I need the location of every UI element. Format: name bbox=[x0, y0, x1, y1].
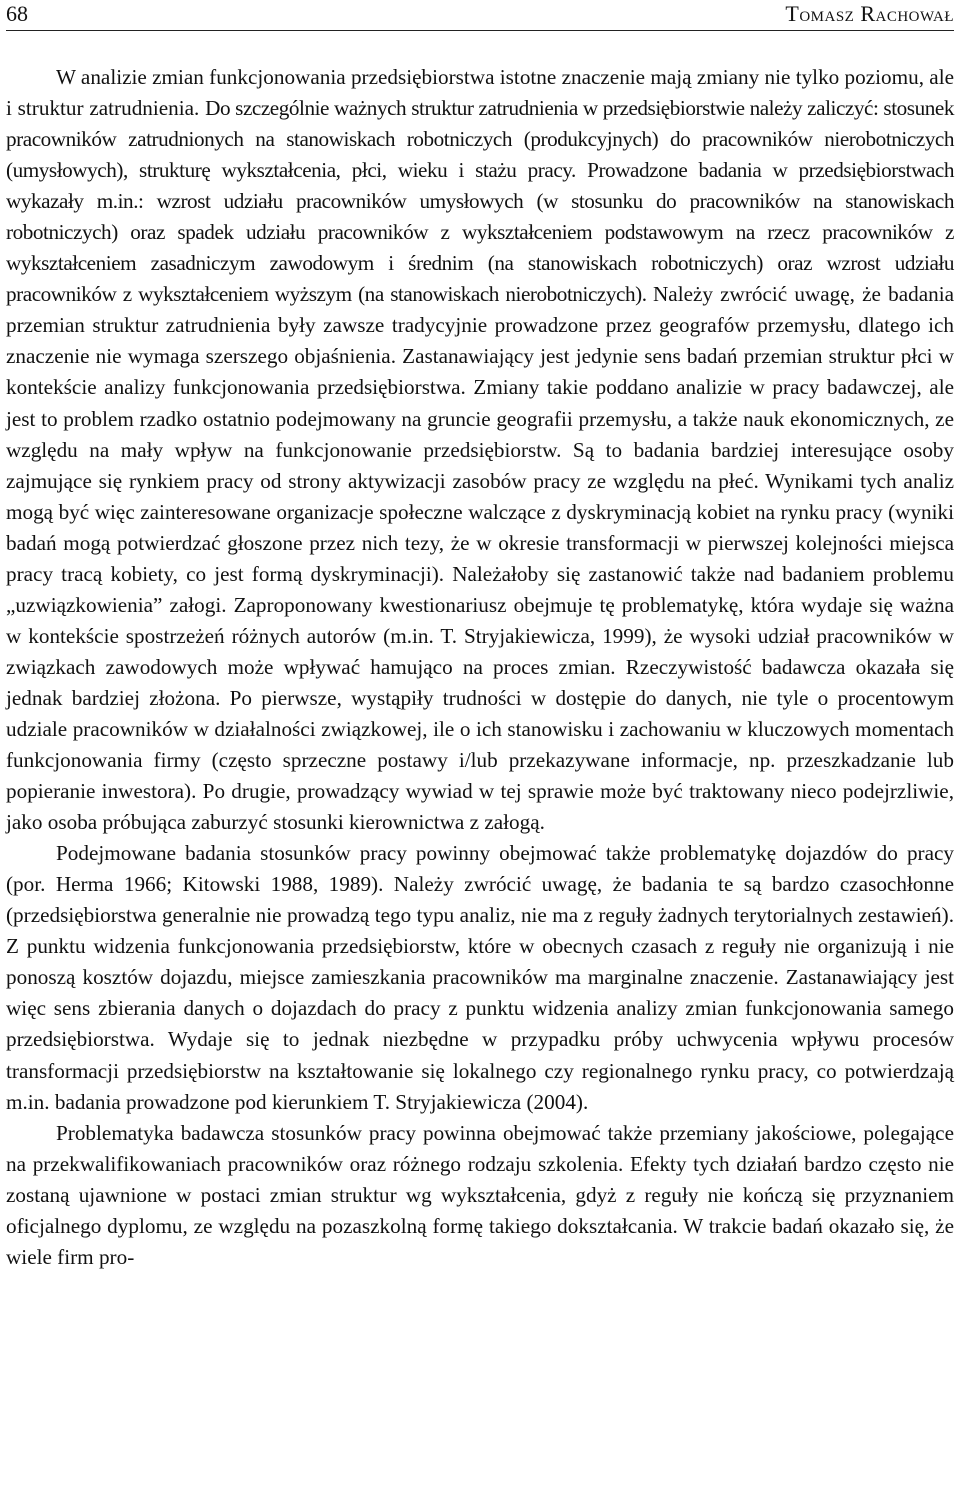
paragraph-1-lead: W analizie zmian funkcjonowania przedsiębiorstwa istotne znaczenie mają zmiany nie tylko poziomu, ale i struktur zatrudnienia. bbox=[6, 65, 954, 121]
paragraph-1-rest: Należy zwrócić uwagę, że badania przemian struktur zatrudnienia były zawsze tradycyjnie prowadzone przez geografów przemysłu, dlatego ich znaczenie nie wymaga szerszego objaśnienia. Zastanawiający jest jedynie sens badań przemian struktur płci w kontekście analizy funkcjonowania przedsiębiorstwa. Zmiany takie poddano analizie w pracy badawczej, ale jest to problem rzadko ostatnio podejmowany na gruncie geografii przemysłu, a także nauk ekonomicznych, ze względu na mały wpływ na funkcjonowanie przedsiębiorstw. Są to badania bardziej interesujące osoby zajmujące się rynkiem pracy od strony aktywizacji zasobów pracy ze względu na płeć. Wynikami tych analiz mogą być więc zainteresowane organizacje społeczne walczące z dyskryminacją kobiet na rynku pracy (wyniki badań mogą potwierdzać głoszone przez nich tezy, że w okresie transformacji w pierwszej kolejności miejsca pracy tracą kobiety, co jest formą dyskryminacji). Należałoby się zastanowić także nad badaniem problemu „uzwiązkowienia” załogi. Zaproponowany kwestionariusz obejmuje tę problematykę, która wydaje się ważna w kontekście spostrzeżeń różnych autorów (m.in. T. Stryjakiewicza, 1999), że wysoki udział pracowników w związkach zawodowych może wpływać hamująco na proces zmian. Rzeczywistość badawcza okazała się jednak bardziej złożona. Po pierwsze, wystąpiły trudności w dostępie do danych, nie tyle o procentowym udziale pracowników w działalności związkowej, ile o ich stanowisku i zachowaniu w kluczowych momentach funkcjonowania firmy (często sprzeczne postawy i/lub przekazywane informacje, np. przeszkadzanie lub popieranie inwestora). Po drugie, prowadzący wywiad w tej sprawie może być traktowany nieco podejrzliwie, jako osoba próbująca zaburzyć stosunki kierownictwa z załogą. bbox=[6, 282, 954, 835]
running-head-author: Tomasz Rachował bbox=[785, 1, 954, 26]
page-header bbox=[6, 0, 954, 31]
paragraph-3: Problematyka badawcza stosunków pracy powinna obejmować także przemiany jakościowe, polegające na przekwalifikowaniach pracowników oraz różnego rodzaju szkolenia. Efekty tych działań bardzo często nie zostaną ujawnione w postaci zmian struktur wg wykształcenia, gdyż z reguły nie kończą się przyznaniem oficjalnego dyplomu, ze względu na pozaszkolną formę takiego dokształcania. W trakcie badań okazało się, że wiele firm pro- bbox=[6, 1120, 954, 1269]
paragraph-2: Podejmowane badania stosunków pracy powinny obejmować także problematykę dojazdów do pracy (por. Herma 1966; Kitowski 1988, 1989). Należy zwrócić uwagę, że badania te są bardzo czasochłonne (przedsiębiorstwa generalnie nie prowadzą tego typu analiz, nie ma z reguły żadnych terytorialnych zestawień). Z punktu widzenia funkcjonowania przedsiębiorstw, które w obecnych czasach z reguły nie organizują i nie ponoszą kosztów dojazdu, miejsce zamieszkania pracowników ma marginalne znaczenie. Zastanawiający jest więc sens zbierania danych o dojazdach do pracy z punktu widzenia analizy zmian funkcjonowania samego przedsiębiorstwa. Wydaje się to jednak niezbędne w przypadku próby uchwycenia wpływu procesów transformacji przedsiębiorstw na kształtowanie się lokalnego czy regionalnego rynku pracy, co potwierdzają m.in. badania prowadzone pod kierunkiem T. Stryjakiewicza (2004). bbox=[6, 841, 954, 1114]
paragraph-1 bbox=[6, 62, 954, 838]
body-text bbox=[6, 62, 954, 1273]
page-number: 68 bbox=[6, 1, 28, 26]
paragraph-1-condensed-passage: Do szczególnie ważnych struktur zatrudnienia w przedsiębiorstwie należy zaliczyć: stosunek pracowników zatrudnionych na stanowiskach robotniczych (produkcyjnych) do pracowników nierobotniczych (umysłowych), strukturę wykształcenia, płci, wieku i stażu pracy. Prowadzone badania w przedsiębiorstwach wykazały m.in.: wzrost udziału pracowników umysłowych (w stosunku do pracowników na stanowiskach robotniczych) oraz spadek udziału pracowników z wykształceniem podstawowym na rzecz pracowników z wykształceniem zasadniczym zawodowym i średnim (na stanowiskach robotniczych) oraz wzrost udziału pracowników z wykształceniem wyższym (na stanowiskach nierobotniczych). bbox=[6, 96, 954, 307]
